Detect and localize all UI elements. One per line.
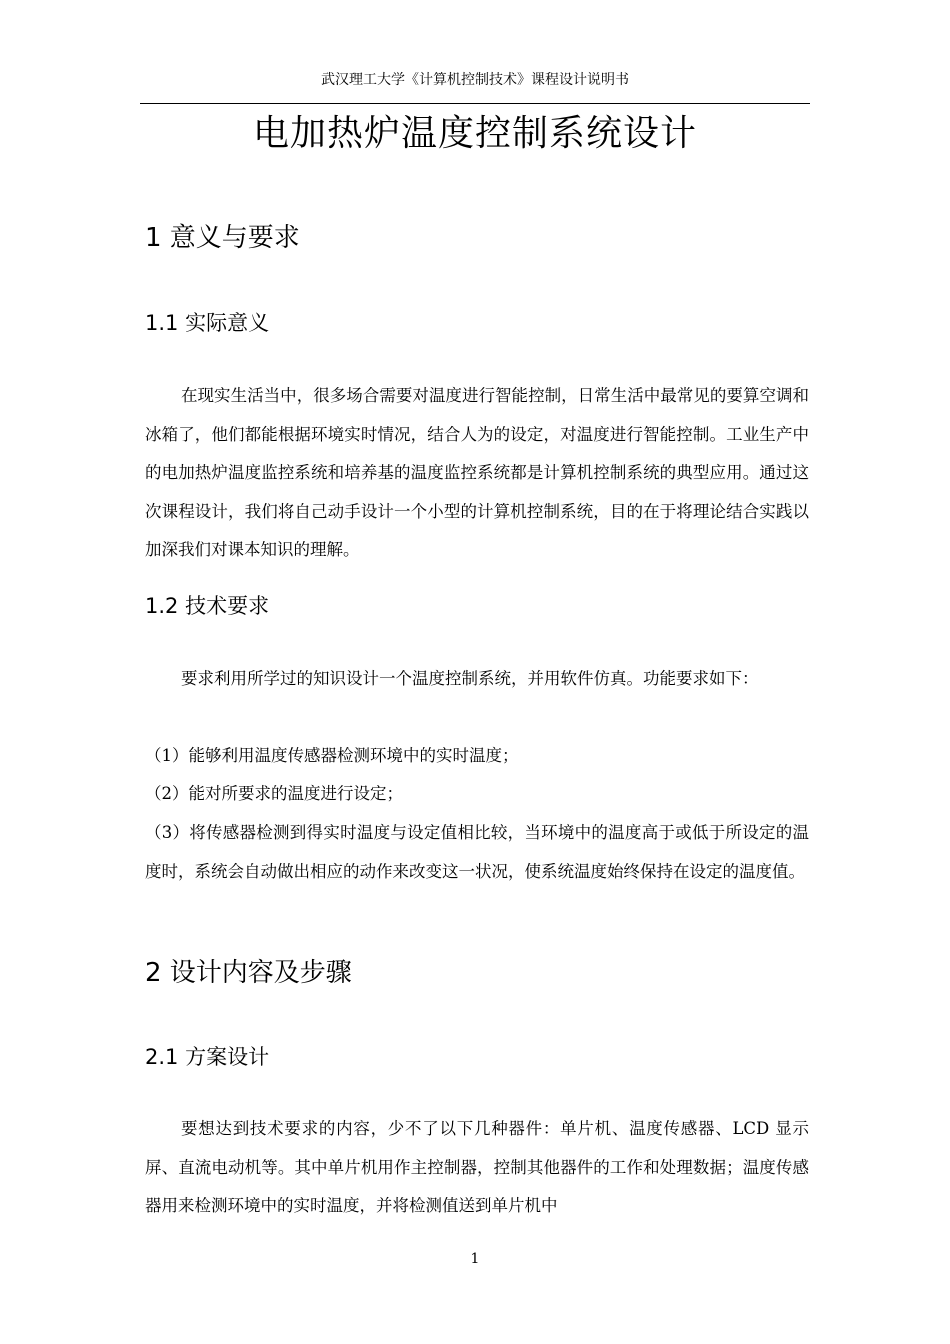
document-title: 电加热炉温度控制系统设计 (252, 113, 697, 154)
header-rule (140, 103, 810, 104)
section-heading-1: 1 意义与要求 (145, 223, 300, 253)
subsection-heading-1-2: 1.2 技术要求 (145, 594, 270, 618)
running-header: 武汉理工大学《计算机控制技术》课程设计说明书 (321, 72, 629, 88)
subsection-heading-1-1: 1.1 实际意义 (145, 311, 270, 335)
section-heading-2: 2 设计内容及步骤 (145, 958, 352, 988)
requirement-item-3: （3）将传感器检测到得实时温度与设定值相比较，当环境中的温度高于或低于所设定的温度时，系统会自动做出相应的动作来改变这一状况，使系统温度始终保持在设定的温度值。 (145, 823, 809, 881)
paragraph-technical-requirements: 要求利用所学过的知识设计一个温度控制系统，并用软件仿真。功能要求如下： (181, 669, 759, 688)
requirement-item-1: （1）能够利用温度传感器检测环境中的实时温度； (145, 746, 519, 765)
paragraph-practical-significance: 在现实生活当中，很多场合需要对温度进行智能控制，日常生活中最常见的要算空调和冰箱了，他们都能根据环境实时情况，结合人为的设定，对温度进行智能控制。工业生产中的电加热炉温度监控系统和培养基的温度监控系统都是计算机控制系统的典型应用。通过这次课程设计，我们将自己动手设计一个小型的计算机控制系统，目的在于将理论结合实践以加深我们对课本知识的理解。 (145, 386, 809, 559)
page-number: 1 (470, 1251, 480, 1267)
paragraph-scheme-design: 要想达到技术要求的内容，少不了以下几种器件：单片机、温度传感器、LCD 显示屏、直流电动机等。其中单片机用作主控制器，控制其他器件的工作和处理数据；温度传感器用来检测环境中的实时温度，并将检测值送到单片机中 (145, 1119, 809, 1215)
requirement-item-2: （2）能对所要求的温度进行设定； (145, 784, 403, 803)
subsection-heading-2-1: 2.1 方案设计 (145, 1045, 270, 1069)
